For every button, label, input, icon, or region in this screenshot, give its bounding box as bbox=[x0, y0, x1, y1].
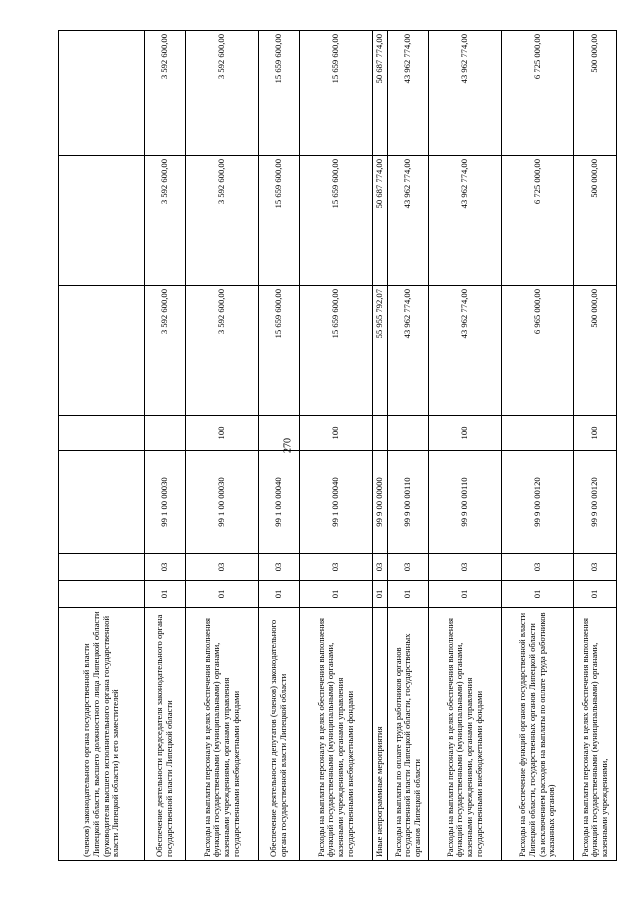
amount-3: 15 659 600,00 bbox=[300, 31, 373, 156]
table-row bbox=[388, 31, 429, 861]
section-code: 01 bbox=[429, 581, 502, 608]
table-row bbox=[574, 31, 617, 861]
target-article-code: 99 9 00 00110 bbox=[429, 451, 502, 554]
section-code: 01 bbox=[502, 581, 574, 608]
target-article-code: 99 9 00 00110 bbox=[388, 451, 429, 554]
section-code: 01 bbox=[574, 581, 617, 608]
amount-2: 50 687 774,00 bbox=[373, 156, 388, 286]
section-code: 01 bbox=[388, 581, 429, 608]
table-row bbox=[186, 31, 259, 861]
amount-1: 15 659 600,00 bbox=[300, 286, 373, 416]
budget-table bbox=[58, 30, 617, 861]
target-article-code: 99 1 00 00030 bbox=[186, 451, 259, 554]
expense-type-code: 100 bbox=[186, 416, 259, 451]
table-row bbox=[429, 31, 502, 861]
row-name: Расходы на выплаты персоналу в целях обеспечения выполнения функций государственными (муниципальными) органами, казенными учреждениями, органами управления государственными внебюджетными фондами bbox=[429, 608, 502, 861]
expense-type-code bbox=[59, 416, 145, 451]
amount-3 bbox=[59, 31, 145, 156]
amount-2 bbox=[59, 156, 145, 286]
expense-type-code bbox=[259, 416, 300, 451]
target-article-code: 99 9 00 00120 bbox=[574, 451, 617, 554]
section-code: 01 bbox=[186, 581, 259, 608]
section-code: 01 bbox=[300, 581, 373, 608]
subsection-code: 03 bbox=[373, 554, 388, 581]
amount-1: 3 592 600,00 bbox=[145, 286, 186, 416]
expense-type-code bbox=[145, 416, 186, 451]
amount-2: 3 592 600,00 bbox=[145, 156, 186, 286]
amount-3: 15 659 600,00 bbox=[259, 31, 300, 156]
table-row bbox=[373, 31, 388, 861]
amount-2: 43 962 774,00 bbox=[388, 156, 429, 286]
table-row bbox=[300, 31, 373, 861]
expense-type-code bbox=[373, 416, 388, 451]
subsection-code: 03 bbox=[186, 554, 259, 581]
target-article-code bbox=[59, 451, 145, 554]
budget-table-frame bbox=[58, 31, 609, 861]
amount-3: 500 000,00 bbox=[574, 31, 617, 156]
amount-1: 43 962 774,00 bbox=[388, 286, 429, 416]
section-code: 01 bbox=[259, 581, 300, 608]
amount-3: 43 962 774,00 bbox=[388, 31, 429, 156]
amount-3: 3 592 600,00 bbox=[186, 31, 259, 156]
section-code: 01 bbox=[373, 581, 388, 608]
amount-2: 500 000,00 bbox=[574, 156, 617, 286]
row-name: Расходы на выплаты персоналу в целях обеспечения выполнения функций государственными (муниципальными) органами, казенными учреждениями, органами управления государственными внебюджетными фондами bbox=[186, 608, 259, 861]
target-article-code: 99 9 00 00000 bbox=[373, 451, 388, 554]
subsection-code: 03 bbox=[259, 554, 300, 581]
table-row bbox=[145, 31, 186, 861]
row-name: Иные непрограммные мероприятия bbox=[373, 608, 388, 861]
row-name: Расходы на выплаты по оплате труда работников органов государственной власти Липецкой области, государственных органов Липецкой области bbox=[388, 608, 429, 861]
budget-table-rotated bbox=[58, 31, 609, 861]
expense-type-code: 100 bbox=[300, 416, 373, 451]
target-article-code: 99 1 00 00030 bbox=[145, 451, 186, 554]
subsection-code bbox=[59, 554, 145, 581]
amount-1: 43 962 774,00 bbox=[429, 286, 502, 416]
amount-1: 15 659 600,00 bbox=[259, 286, 300, 416]
row-name: Обеспечение деятельности депутатов (членов) законодательного органа государственной власти Липецкой области bbox=[259, 608, 300, 861]
subsection-code: 03 bbox=[502, 554, 574, 581]
amount-2: 15 659 600,00 bbox=[300, 156, 373, 286]
row-name: Обеспечение деятельности председателя законодательного органа государственной власти Липецкой области bbox=[145, 608, 186, 861]
target-article-code: 99 1 00 00040 bbox=[259, 451, 300, 554]
amount-1 bbox=[59, 286, 145, 416]
table-row bbox=[259, 31, 300, 861]
amount-3: 3 592 600,00 bbox=[145, 31, 186, 156]
section-code: 01 bbox=[145, 581, 186, 608]
expense-type-code bbox=[502, 416, 574, 451]
amount-2: 43 962 774,00 bbox=[429, 156, 502, 286]
amount-1: 55 955 792,07 bbox=[373, 286, 388, 416]
amount-2: 6 725 000,00 bbox=[502, 156, 574, 286]
expense-type-code: 100 bbox=[429, 416, 502, 451]
target-article-code: 99 9 00 00120 bbox=[502, 451, 574, 554]
row-name: Расходы на выплаты персоналу в целях обеспечения выполнения функций государственными (муниципальными) органами, казенными учреждениями, bbox=[574, 608, 617, 861]
row-name: Расходы на обеспечение функций органов государственной власти Липецкой области, государственных органов Липецкой области (за исключением расходов на выплаты по оплате труда работников указанных органов) bbox=[502, 608, 574, 861]
expense-type-code: 100 bbox=[574, 416, 617, 451]
amount-1: 6 965 000,00 bbox=[502, 286, 574, 416]
amount-2: 15 659 600,00 bbox=[259, 156, 300, 286]
amount-3: 6 725 000,00 bbox=[502, 31, 574, 156]
amount-2: 3 592 600,00 bbox=[186, 156, 259, 286]
expense-type-code bbox=[388, 416, 429, 451]
subsection-code: 03 bbox=[574, 554, 617, 581]
amount-3: 50 687 774,00 bbox=[373, 31, 388, 156]
section-code bbox=[59, 581, 145, 608]
row-name: (членов) законодательного органа государственной власти Липецкой области, высшего должностного лица Липецкой области (руководителя высшего исполнительного органа государственной власти Липецкой области) и его заместителей bbox=[59, 608, 145, 861]
subsection-code: 03 bbox=[145, 554, 186, 581]
subsection-code: 03 bbox=[429, 554, 502, 581]
subsection-code: 03 bbox=[388, 554, 429, 581]
table-row bbox=[502, 31, 574, 861]
amount-1: 3 592 600,00 bbox=[186, 286, 259, 416]
subsection-code: 03 bbox=[300, 554, 373, 581]
row-name: Расходы на выплаты персоналу в целях обеспечения выполнения функций государственными (муниципальными) органами, казенными учреждениями, органами управления государственными внебюджетными фондами bbox=[300, 608, 373, 861]
amount-3: 43 962 774,00 bbox=[429, 31, 502, 156]
amount-1: 500 000,00 bbox=[574, 286, 617, 416]
page-number: 270 bbox=[282, 438, 294, 453]
table-row bbox=[59, 31, 145, 861]
target-article-code: 99 1 00 00040 bbox=[300, 451, 373, 554]
